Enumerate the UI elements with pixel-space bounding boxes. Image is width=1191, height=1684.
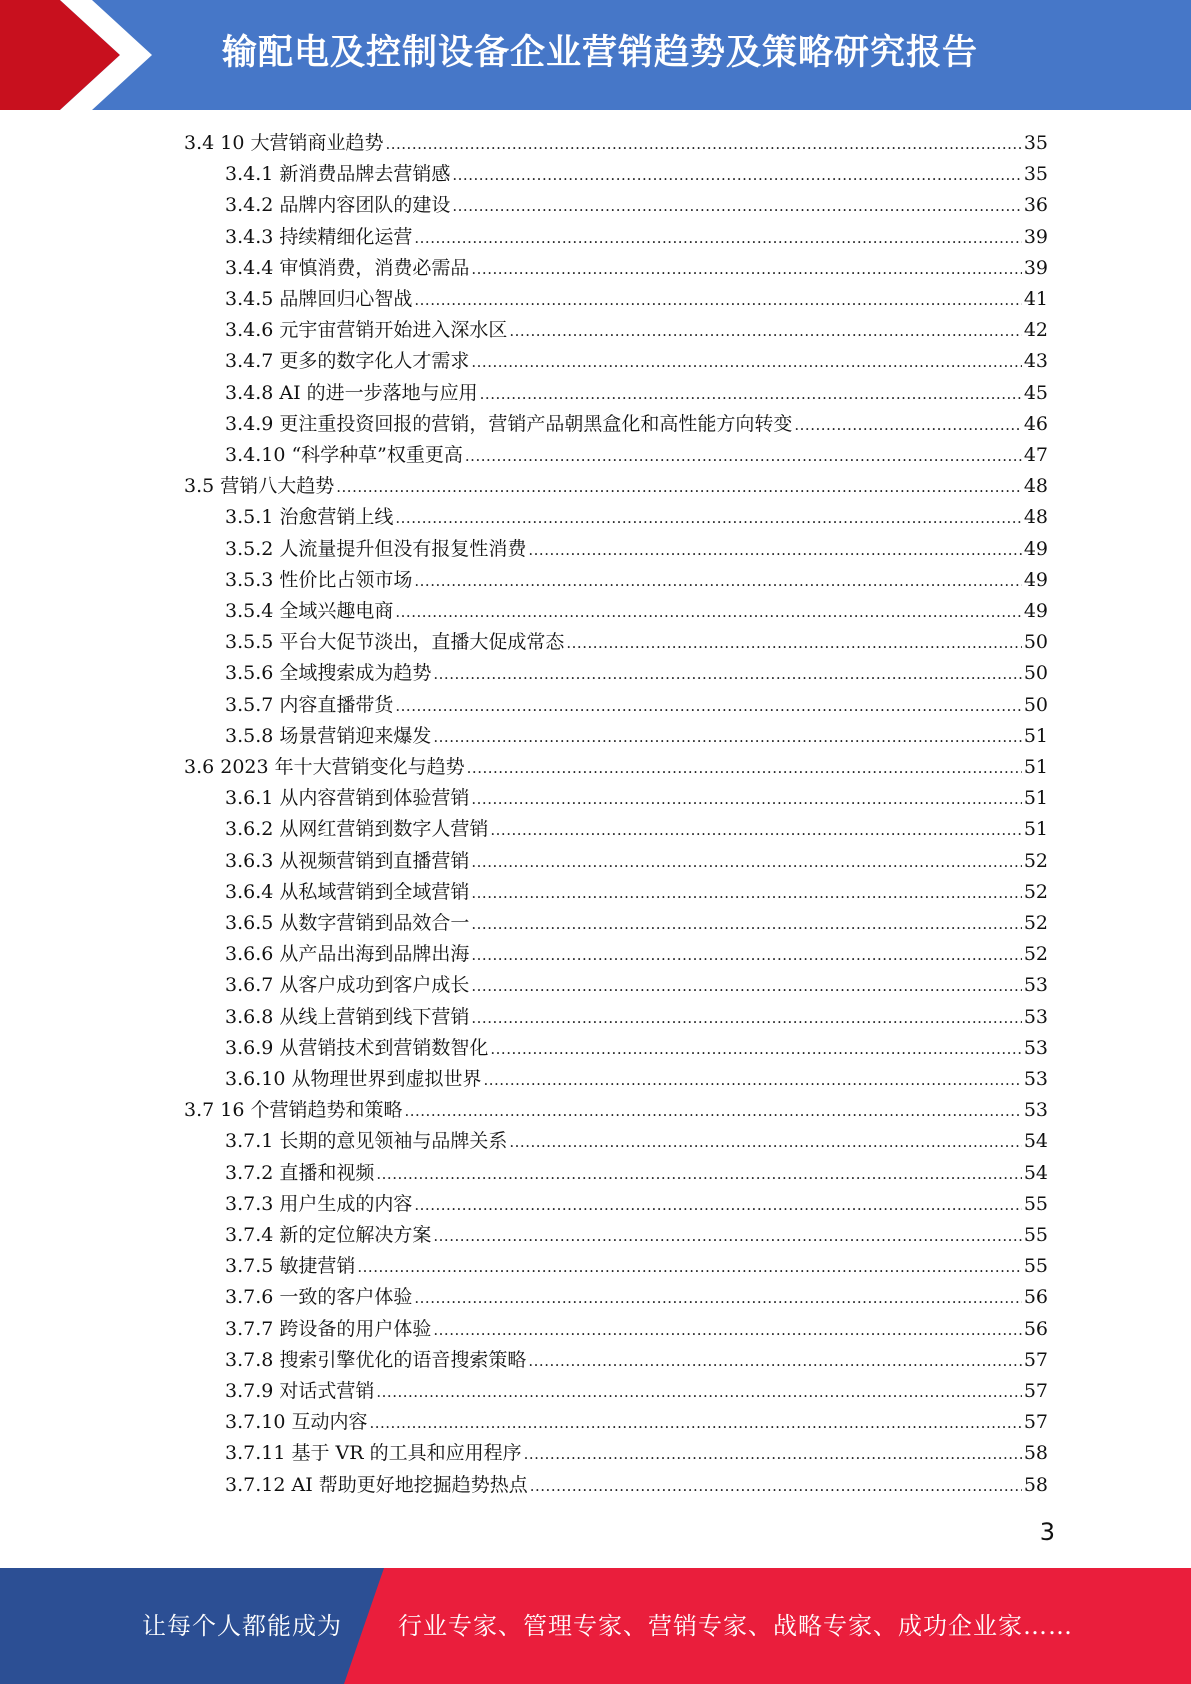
toc-page-number: 57 [1023,1380,1048,1402]
toc-page-number: 56 [1023,1317,1048,1340]
toc-entry[interactable] [225,565,1048,596]
toc-dot-leader [376,1159,1021,1190]
toc-entry[interactable] [225,814,1048,845]
toc-dot-leader [528,1346,1021,1377]
toc-dot-leader [414,1190,1021,1221]
toc-dot-leader [509,1127,1021,1158]
toc-entry[interactable] [225,1189,1048,1220]
toc-dot-leader [471,1003,1021,1034]
toc-entry[interactable] [225,627,1048,658]
toc-entry-label: 3.4.9 更注重投资回报的营销，营销产品朝黑盒化和高性能方向转变 [225,412,793,435]
toc-entry-label: 3.4.7 更多的数字化人才需求 [225,350,470,373]
toc-dot-leader [483,1065,1021,1096]
toc-entry[interactable] [184,1095,1048,1126]
toc-page-number: 53 [1023,974,1048,997]
toc-entry[interactable] [225,1220,1048,1251]
toc-page-number: 42 [1023,319,1048,342]
toc-page-number: 51 [1023,756,1048,778]
toc-entry-label: 3.5.7 内容直播带货 [225,693,394,716]
toc-entry-label: 3.7.4 新的定位解决方案 [225,1224,432,1246]
toc-entry[interactable] [225,939,1048,970]
toc-entry-label: 3.4.1 新消费品牌去营销感 [225,163,451,186]
toc-dot-leader [433,1315,1021,1346]
toc-entry-label: 3.7.9 对话式营销 [225,1380,375,1402]
footer-slogan-left: 让每个人都能成为 [142,1612,342,1640]
toc-dot-leader [369,1408,1021,1439]
toc-page-number: 55 [1023,1192,1048,1215]
toc-entry[interactable] [225,1251,1048,1282]
toc-entry-label: 3.5.4 全域兴趣电商 [225,600,394,622]
toc-page-number: 51 [1023,724,1048,747]
toc-dot-leader [465,441,1022,472]
toc-page-number: 53 [1023,1005,1048,1028]
toc-page-number: 35 [1023,163,1048,186]
toc-dot-leader [452,191,1021,222]
red-arrow-decoration [0,0,160,110]
toc-entry-label: 3.6.3 从视频营销到直播营销 [225,849,470,872]
toc-page-number: 36 [1023,194,1048,217]
toc-page-number: 51 [1023,787,1048,810]
toc-page-number: 55 [1023,1255,1048,1278]
toc-entry-label: 3.5.5 平台大促节淡出，直播大促成常态 [225,631,565,654]
toc-entry[interactable] [225,846,1048,877]
toc-dot-leader [376,1377,1021,1408]
toc-entry-label: 3.5 营销八大趋势 [184,475,335,498]
toc-page-number: 54 [1023,1130,1048,1153]
toc-dot-leader [336,472,1022,503]
toc-entry[interactable] [184,471,1048,502]
toc-entry-label: 3.5.6 全域搜索成为趋势 [225,662,432,685]
toc-entry-label: 3.7.11 基于 VR 的工具和应用程序 [225,1442,522,1465]
toc-dot-leader [433,1221,1021,1252]
toc-page-number: 39 [1023,256,1048,279]
toc-dot-leader [395,691,1021,722]
toc-page-number: 52 [1023,880,1048,903]
toc-entry[interactable] [184,752,1048,783]
toc-dot-leader [471,909,1021,940]
toc-entry-label: 3.6.4 从私域营销到全域营销 [225,880,470,903]
toc-entry-label: 3.7.10 互动内容 [225,1411,368,1434]
toc-page-number: 52 [1023,912,1048,934]
toc-entry-label: 3.5.1 治愈营销上线 [225,506,394,529]
toc-entry-label: 3.6.5 从数字营销到品效合一 [225,912,470,934]
toc-page-number: 35 [1023,132,1048,154]
toc-page-number: 51 [1023,818,1048,841]
toc-entry[interactable] [225,690,1048,721]
toc-entry[interactable] [225,346,1048,377]
toc-entry[interactable] [225,1002,1048,1033]
toc-page-number: 47 [1023,444,1048,466]
toc-entry[interactable] [225,440,1048,471]
toc-dot-leader [395,503,1021,534]
toc-dot-leader [490,1034,1021,1065]
toc-entry[interactable] [225,284,1048,315]
toc-entry[interactable] [225,1345,1048,1376]
toc-page-number: 48 [1023,506,1048,529]
toc-entry[interactable] [225,222,1048,253]
toc-dot-leader [530,1471,1022,1502]
toc-entry[interactable] [225,1126,1048,1157]
toc-entry[interactable] [225,1033,1048,1064]
report-title: 输配电及控制设备企业营销趋势及策略研究报告 [222,33,979,73]
toc-entry[interactable] [225,190,1048,221]
toc-entry[interactable] [225,378,1048,409]
toc-page-number: 56 [1023,1286,1048,1309]
toc-entry-label: 3.5.3 性价比占领市场 [225,568,413,591]
toc-entry-label: 3.4.8 AI 的进一步落地与应用 [225,381,478,404]
toc-entry-label: 3.5.8 场景营销迎来爆发 [225,724,432,747]
toc-entry-label: 3.4.5 品牌回归心智战 [225,288,413,310]
toc-page-number: 57 [1023,1348,1048,1371]
toc-entry-label: 3.7.1 长期的意见领袖与品牌关系 [225,1130,508,1153]
toc-entry[interactable] [225,315,1048,346]
toc-page-number: 39 [1023,225,1048,248]
toc-entry[interactable] [225,1282,1048,1313]
toc-dot-leader [509,316,1021,347]
toc-entry[interactable] [225,783,1048,814]
toc-entry-label: 3.6.1 从内容营销到体验营销 [225,787,470,810]
toc-page-number: 41 [1023,288,1048,310]
toc-entry-label: 3.7.7 跨设备的用户体验 [225,1317,432,1340]
toc-entry-label: 3.4.2 品牌内容团队的建设 [225,194,451,217]
toc-entry[interactable] [225,1158,1048,1189]
toc-entry-label: 3.7.2 直播和视频 [225,1161,375,1184]
toc-entry-label: 3.4.6 元宇宙营销开始进入深水区 [225,319,508,342]
toc-page-number: 49 [1023,600,1048,622]
toc-dot-leader [471,847,1021,878]
toc-dot-leader [414,1283,1021,1314]
toc-dot-leader [471,347,1021,378]
toc-dot-leader [414,285,1021,316]
toc-entry[interactable] [225,877,1048,908]
toc-dot-leader [467,753,1022,784]
toc-entry[interactable] [225,1438,1048,1469]
toc-dot-leader [566,628,1021,659]
toc-dot-leader [480,379,1022,410]
toc-entry-label: 3.6.6 从产品出海到品牌出海 [225,943,470,966]
toc-page-number: 49 [1023,568,1048,591]
toc-entry-label: 3.6.9 从营销技术到营销数智化 [225,1036,489,1059]
toc-entry-label: 3.6 2023 年十大营销变化与趋势 [184,756,465,778]
toc-entry[interactable] [225,1470,1048,1501]
toc-entry[interactable] [225,253,1048,284]
toc-entry-label: 3.5.2 人流量提升但没有报复性消费 [225,537,527,560]
page-header [0,0,1191,110]
toc-page-number: 53 [1023,1036,1048,1059]
toc-entry-label: 3.7.8 搜索引擎优化的语音搜索策略 [225,1348,527,1371]
toc-entry[interactable] [225,159,1048,190]
toc-page-number: 52 [1023,849,1048,872]
toc-dot-leader [471,254,1021,285]
toc-page-number: 50 [1023,631,1048,654]
toc-page-number: 58 [1023,1473,1048,1496]
toc-dot-leader [794,410,1021,441]
page-number: 3 [1039,1518,1055,1546]
toc-page-number: 48 [1023,475,1048,498]
toc-dot-leader [433,659,1021,690]
toc-entry[interactable] [225,409,1048,440]
toc-dot-leader [471,940,1021,971]
toc-entry-label: 3.6.7 从客户成功到客户成长 [225,974,470,997]
toc-page-number: 55 [1023,1224,1048,1246]
toc-entry-label: 3.4.4 审慎消费，消费必需品 [225,256,470,279]
toc-page-number: 57 [1023,1411,1048,1434]
toc-dot-leader [471,878,1021,909]
toc-entry[interactable] [225,970,1048,1001]
toc-entry-label: 3.6.2 从网红营销到数字人营销 [225,818,489,841]
toc-page-number: 53 [1023,1099,1048,1122]
toc-entry-label: 3.7.6 一致的客户体验 [225,1286,413,1309]
toc-entry[interactable] [225,596,1048,627]
toc-entry[interactable] [225,1376,1048,1407]
toc-page-number: 43 [1023,350,1048,373]
toc-page-number: 52 [1023,943,1048,966]
toc-page-number: 46 [1023,412,1048,435]
toc-page-number: 53 [1023,1068,1048,1090]
toc-entry[interactable] [184,128,1048,159]
toc-dot-leader [395,597,1021,628]
toc-dot-leader [471,971,1021,1002]
toc-page-number: 50 [1023,662,1048,685]
toc-entry-label: 3.7 16 个营销趋势和策略 [184,1099,403,1122]
toc-entry-label: 3.4 10 大营销商业趋势 [184,132,384,154]
toc-entry-label: 3.4.3 持续精细化运营 [225,225,413,248]
toc-dot-leader [452,160,1021,191]
toc-page-number: 45 [1023,381,1048,404]
toc-entry[interactable] [225,908,1048,939]
toc-entry[interactable] [225,658,1048,689]
toc-entry-label: 3.7.12 AI 帮助更好地挖掘趋势热点 [225,1473,528,1496]
toc-dot-leader [490,815,1021,846]
toc-page-number: 49 [1023,537,1048,560]
toc-entry[interactable] [225,721,1048,752]
toc-dot-leader [357,1252,1021,1283]
toc-entry-label: 3.6.10 从物理世界到虚拟世界 [225,1068,482,1090]
toc-dot-leader [528,535,1021,566]
toc-entry[interactable] [225,1314,1048,1345]
toc-entry-label: 3.4.10 “科学种草”权重更高 [225,444,463,466]
toc-dot-leader [524,1439,1022,1470]
toc-page-number: 50 [1023,693,1048,716]
toc-page-number: 54 [1023,1161,1048,1184]
footer-slogan-right: 行业专家、管理专家、营销专家、战略专家、成功企业家…… [398,1612,1073,1640]
toc-entry[interactable] [225,1064,1048,1095]
toc-entry-label: 3.6.8 从线上营销到线下营销 [225,1005,470,1028]
toc-dot-leader [414,566,1021,597]
toc-entry-label: 3.7.5 敏捷营销 [225,1255,356,1278]
toc-entry-label: 3.7.3 用户生成的内容 [225,1192,413,1215]
toc-page-number: 58 [1023,1442,1048,1465]
page-footer [0,1568,1191,1684]
toc-dot-leader [471,784,1021,815]
toc-dot-leader [385,129,1021,160]
toc-entry[interactable] [225,1407,1048,1438]
toc-entry[interactable] [225,502,1048,533]
toc-dot-leader [433,722,1021,753]
toc-dot-leader [414,223,1021,254]
toc-dot-leader [404,1096,1021,1127]
toc-entry[interactable] [225,534,1048,565]
